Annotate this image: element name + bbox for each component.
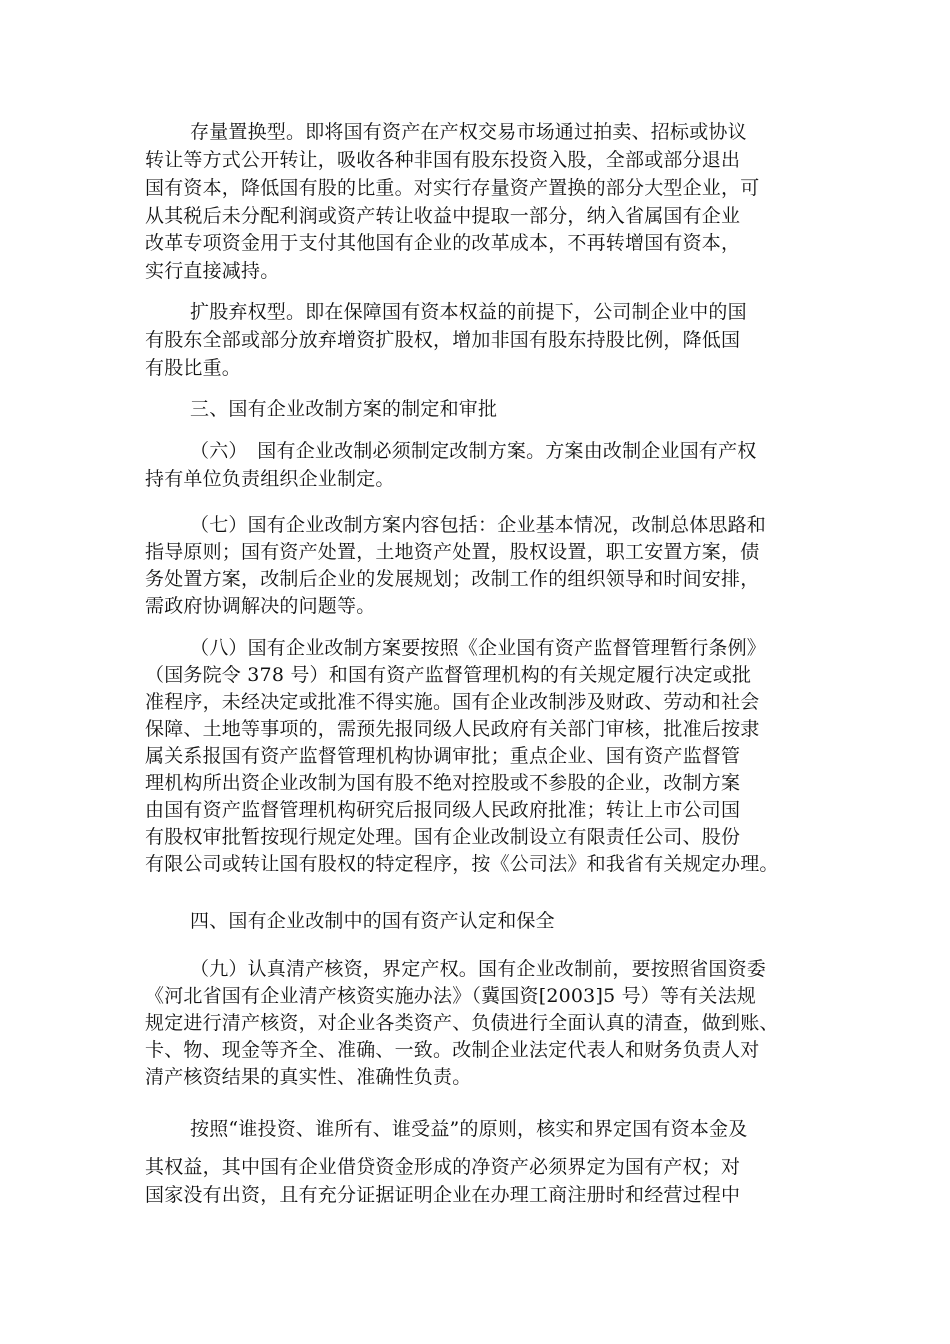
paragraph-line: 《河北省国有企业清产核资实施办法》（冀国资[2003]5 号）等有关法规 — [145, 985, 757, 1007]
paragraph-line: 转让等方式公开转让，吸收各种非国有股东投资入股，全部或部分退出 — [145, 149, 741, 171]
paragraph-line: 从其税后未分配利润或资产转让收益中提取一部分，纳入省属国有企业 — [145, 205, 741, 227]
section-heading: 四、国有企业改制中的国有资产认定和保全 — [190, 910, 555, 932]
paragraph-line: 有股东全部或部分放弃增资扩股权，增加非国有股东持股比例，降低国 — [145, 329, 741, 351]
section-heading: 三、国有企业改制方案的制定和审批 — [190, 398, 498, 420]
paragraph-line: 实行直接减持。 — [145, 260, 280, 282]
paragraph-line: 持有单位负责组织企业制定。 — [145, 468, 395, 490]
paragraph-line: 有股权审批暂按现行规定处理。国有企业改制设立有限责任公司、股份 — [145, 826, 741, 848]
paragraph-line: 改革专项资金用于支付其他国有企业的改革成本，不再转增国有资本， — [145, 232, 741, 254]
paragraph-line: 指导原则；国有资产处置，土地资产处置，股权设置，职工安置方案，债 — [145, 541, 760, 563]
paragraph-line: 保障、土地等事项的，需预先报同级人民政府有关部门审核，批准后按隶 — [145, 718, 760, 740]
paragraph-line: 有股比重。 — [145, 357, 242, 379]
paragraph-line: （八）国有企业改制方案要按照《企业国有资产监督管理暂行条例》 — [190, 637, 767, 659]
paragraph-line: 由国有资产监督管理机构研究后报同级人民政府批准；转让上市公司国 — [145, 799, 741, 821]
paragraph-line: （国务院令 378 号）和国有资产监督管理机构的有关规定履行决定或批 — [145, 664, 752, 686]
paragraph-line: 卡、物、现金等齐全、准确、一致。改制企业法定代表人和财务负责人对 — [145, 1039, 760, 1061]
paragraph-line: 按照“谁投资、谁所有、谁受益”的原则，核实和界定国有资本金及 — [190, 1118, 748, 1140]
paragraph-line: 存量置换型。即将国有资产在产权交易市场通过拍卖、招标或协议 — [190, 121, 747, 143]
paragraph-line: 清产核资结果的真实性、准确性负责。 — [145, 1066, 472, 1088]
paragraph-line: 规定进行清产核资，对企业各类资产、负债进行全面认真的清查，做到账、 — [145, 1012, 779, 1034]
paragraph-line: （九）认真清产核资，界定产权。国有企业改制前，要按照省国资委 — [190, 958, 767, 980]
paragraph-line: 属关系报国有资产监督管理机构协调审批；重点企业、国有资产监督管 — [145, 745, 741, 767]
paragraph-line: 国有资本，降低国有股的比重。对实行存量资产置换的部分大型企业，可 — [145, 177, 760, 199]
paragraph-line: 扩股弃权型。即在保障国有资本权益的前提下，公司制企业中的国 — [190, 301, 747, 323]
paragraph-line: 理机构所出资企业改制为国有股不绝对控股或不参股的企业，改制方案 — [145, 772, 741, 794]
paragraph-line: 务处置方案，改制后企业的发展规划；改制工作的组织领导和时间安排， — [145, 568, 760, 590]
paragraph-line: 国家没有出资，且有充分证据证明企业在办理工商注册时和经营过程中 — [145, 1184, 741, 1206]
paragraph-line: （六） 国有企业改制必须制定改制方案。方案由改制企业国有产权 — [190, 440, 757, 462]
paragraph-line: 其权益，其中国有企业借贷资金形成的净资产必须界定为国有产权；对 — [145, 1156, 741, 1178]
paragraph-line: （七）国有企业改制方案内容包括：企业基本情况，改制总体思路和 — [190, 514, 767, 536]
paragraph-line: 需政府协调解决的问题等。 — [145, 595, 376, 617]
paragraph-line: 准程序，未经决定或批准不得实施。国有企业改制涉及财政、劳动和社会 — [145, 691, 760, 713]
paragraph-line: 有限公司或转让国有股权的特定程序，按《公司法》和我省有关规定办理。 — [145, 853, 779, 875]
